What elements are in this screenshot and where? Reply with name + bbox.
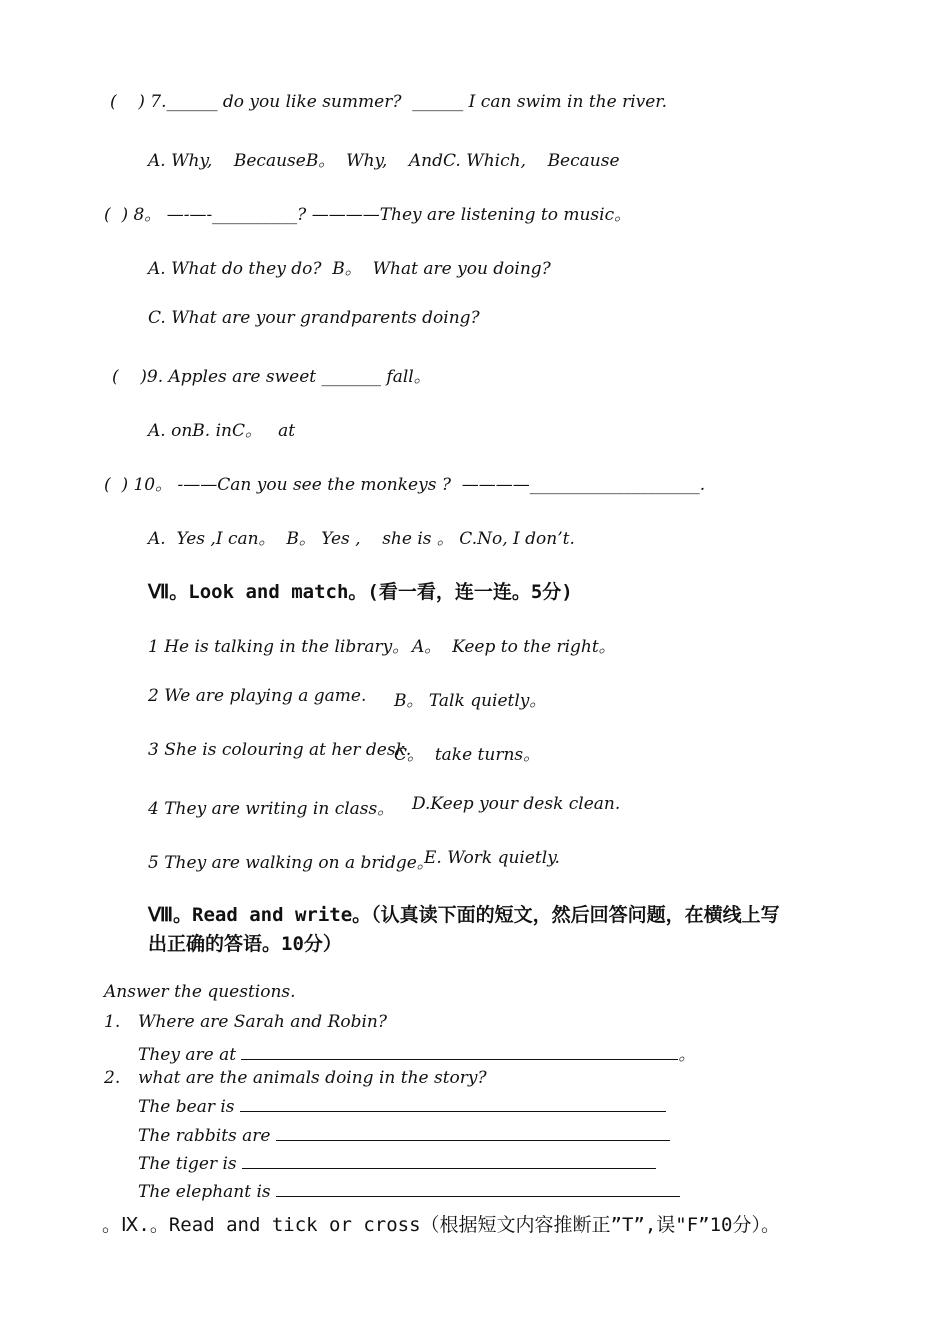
question-1: Where are Sarah and Robin?	[138, 1012, 387, 1032]
answer-bear-label: The bear is	[138, 1097, 235, 1117]
answer-tiger-blank[interactable]	[242, 1152, 656, 1169]
match-right-5: E. Work quietly.	[424, 848, 560, 868]
match-right-1: A。 Keep to the right。	[412, 637, 616, 657]
question-10-options: A. Yes ,I can。 B。 Yes , she is 。 C.No, I don’t.	[148, 529, 575, 549]
question-10: ( ) 10。 -——Can you see the monkeys ? ————____________________.	[104, 475, 706, 495]
question-8-options-1: A. What do they do? B。 What are you doing?	[148, 259, 551, 279]
answer-elephant-label: The elephant is	[138, 1182, 271, 1202]
section-8-instruction: Answer the questions.	[104, 982, 296, 1002]
answer-1-blank[interactable]	[241, 1043, 678, 1060]
answer-1-end: 。	[678, 1045, 696, 1065]
match-left-4: 4 They are writing in class。	[148, 799, 395, 819]
match-left-3: 3 She is colouring at her desk.	[148, 740, 412, 760]
match-left-5: 5 They are walking on a bridge。	[148, 853, 434, 873]
answer-1-row	[138, 1040, 695, 1065]
question-8: ( ) 8。 —-—-__________? ————They are listening to music。	[104, 205, 632, 225]
answer-1-label: They are at	[138, 1045, 237, 1065]
answer-elephant-row	[138, 1180, 680, 1202]
answer-rabbits-blank[interactable]	[276, 1124, 670, 1141]
answer-rabbits-label: The rabbits are	[138, 1126, 271, 1146]
answer-tiger-row	[138, 1152, 656, 1174]
section-7-title: Ⅶ。Look and match。(看一看，连一连。5分)	[148, 581, 573, 603]
match-right-2: B。 Talk quietly。	[394, 691, 547, 711]
answer-rabbits-row	[138, 1124, 670, 1146]
section-9-title: 。Ⅸ.。Read and tick or cross（根据短文内容推断正”T”,误"F”10分）。	[102, 1214, 780, 1236]
section-8-title-line-2: 出正确的答语。10分）	[148, 933, 342, 955]
match-right-3: C。 take turns。	[394, 745, 541, 765]
question-9-options: A. onB. inC。 at	[148, 421, 296, 441]
question-7: ( ) 7.______ do you like summer? ______ I can swim in the river.	[110, 92, 667, 112]
question-8-options-2: C. What are your grandparents doing?	[148, 308, 480, 328]
answer-bear-row	[138, 1095, 666, 1117]
answer-tiger-label: The tiger is	[138, 1154, 237, 1174]
answer-bear-blank[interactable]	[240, 1095, 666, 1112]
match-right-4: D.Keep your desk clean.	[412, 794, 621, 814]
question-1-number: 1.	[104, 1012, 121, 1032]
question-9: ( )9. Apples are sweet _______ fall。	[112, 367, 431, 387]
match-left-1: 1 He is talking in the library。	[148, 637, 410, 657]
section-8-title-line-1: Ⅷ。Read and write。（认真读下面的短文，然后回答问题，在横线上写	[148, 904, 780, 926]
question-2-number: 2.	[104, 1068, 121, 1088]
question-2: what are the animals doing in the story?	[138, 1068, 487, 1088]
answer-elephant-blank[interactable]	[276, 1180, 680, 1197]
question-7-options: A. Why, BecauseB。 Why, AndC. Which, Because	[148, 151, 620, 171]
match-left-2: 2 We are playing a game.	[148, 686, 367, 706]
